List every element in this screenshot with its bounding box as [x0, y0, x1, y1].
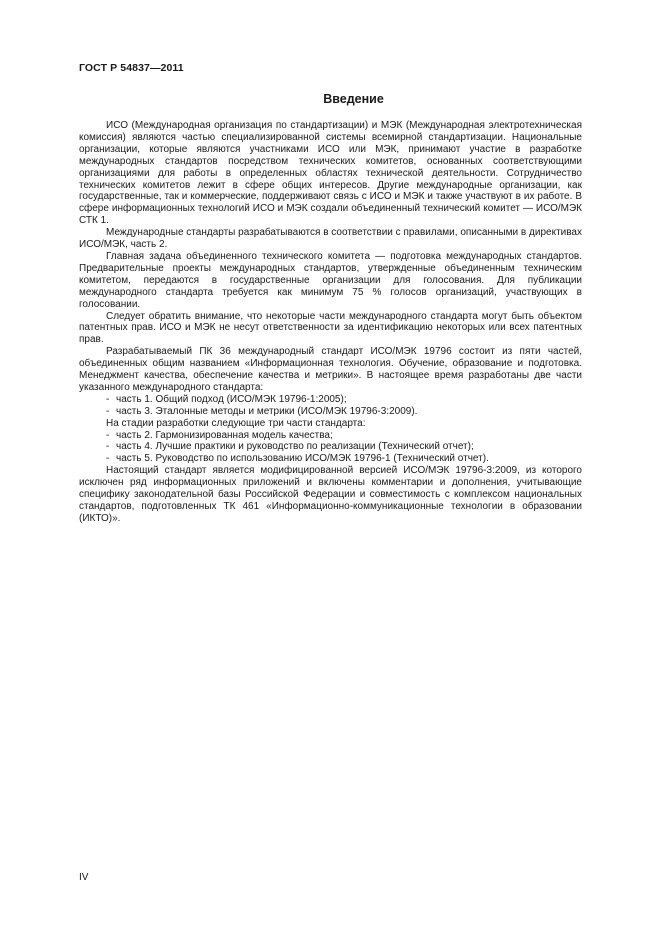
page-number: IV — [79, 872, 89, 883]
list-item — [79, 430, 582, 442]
paragraph: Следует обратить внимание, что некоторые части международного стандарта могут быть объектом патентных прав. ИСО и МЭК не несут ответственности за идентификацию некоторых или всех патентных прав. — [79, 310, 582, 346]
paragraph: На стадии разработки следующие три части стандарта: — [106, 417, 366, 429]
list-item-text: часть 5. Руководство по использованию ИСО/МЭК 19796-1 (Технический отчет). — [116, 453, 489, 465]
section-title: Введение — [323, 92, 384, 106]
list-item — [79, 394, 582, 406]
list-marker: - — [106, 441, 110, 453]
list-item-text: часть 3. Эталонные методы и метрики (ИСО/МЭК 19796-3:2009). — [116, 405, 418, 417]
list-item — [79, 406, 582, 418]
list-marker: - — [106, 405, 110, 417]
list-item-text: часть 1. Общий подход (ИСО/МЭК 19796-1:2005); — [116, 393, 347, 405]
standard-code: ГОСТ Р 54837—2011 — [79, 62, 184, 74]
list-marker: - — [106, 393, 110, 405]
list-item-text: часть 4. Лучшие практики и руководство по реализации (Технический отчет); — [116, 441, 474, 453]
list-item — [79, 441, 582, 453]
list-marker: - — [106, 429, 110, 441]
paragraph: Настоящий стандарт является модифицированной версией ИСО/МЭК 19796-3:2009, из которого исключен ряд информационных приложений и включены комментарии и дополнения, учитывающие специфику законодательной базы Российской Федерации и совместимость с комплексом национальных стандартов, подготовленных ТК 461 «Информационно-коммуникационные технологии в образовании (ИКТО)». — [79, 465, 582, 524]
list-marker: - — [106, 453, 110, 465]
paragraph: Международные стандарты разрабатываются в соответствии с правилами, описанными в директивах ИСО/МЭК, часть 2. — [79, 227, 582, 251]
paragraph: Главная задача объединенного технического комитета — подготовка международных стандартов. Предварительные проекты международных стандартов, утвержденные объединенным техническим комитетом, передаются в государственные организации для голосования. Для публикации международного стандарта требуется как минимум 75 % голосов организаций, участвующих в голосовании. — [79, 250, 582, 310]
list-item-text: часть 2. Гармонизированная модель качества; — [116, 429, 333, 441]
paragraph: Разрабатываемый ПК 36 международный стандарт ИСО/МЭК 19796 состоит из пяти частей, объединенных общим названием «Информационная технология. Обучение, образование и подготовка. Менеджмент качества, обеспечение качества и метрики». В настоящее время разработаны две части указанного международного стандарта: — [79, 346, 582, 393]
body-text — [79, 120, 582, 525]
list-item — [79, 453, 582, 465]
paragraph: ИСО (Международная организация по стандартизации) и МЭК (Международная электротехническая комиссия) являются частью специализированной системы всемирной стандартизации. Национальные организации, которые являются участниками ИСО или МЭК, принимают участие в разработке международных стандартов посредством технических комитетов, основанных соответствующими организациями для работы в определенных областях технической деятельности. Сотрудничество технических комитетов лежит в сфере общих интересов. Другие международные организации, как государственные, так и коммерческие, поддерживают связь с ИСО и МЭК и также участвуют в их работе. В сфере информационных технологий ИСО и МЭК создали объединенный технический комитет — ИСО/МЭК СТК 1. — [79, 120, 582, 227]
